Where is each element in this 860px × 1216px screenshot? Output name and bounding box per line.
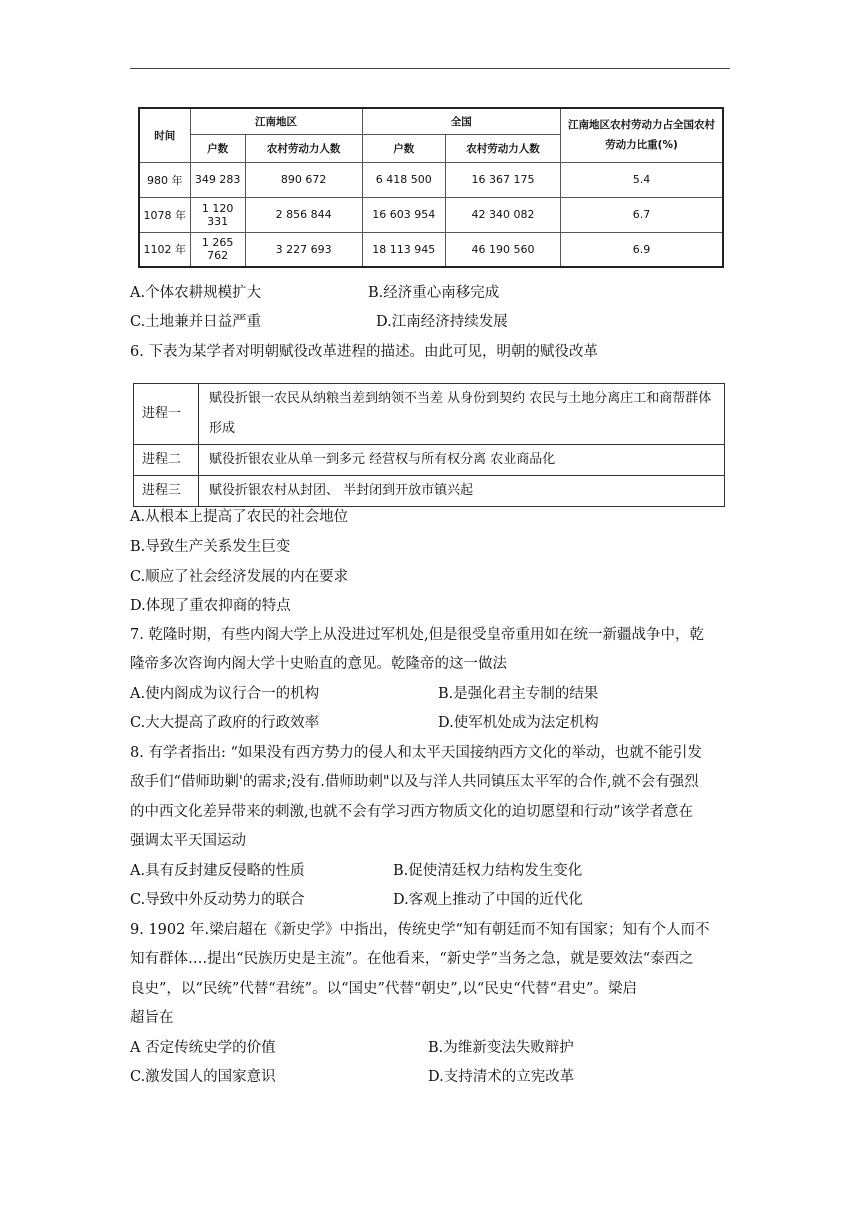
cell-jn-labor: 3 227 693 <box>245 232 362 267</box>
q5-option-d[interactable]: D.江南经济持续发展 <box>376 314 508 330</box>
col-jn-labor: 农村劳动力人数 <box>245 134 362 162</box>
table-row <box>139 162 723 197</box>
q9-option-b[interactable]: B.为维新变法失败辩护 <box>428 1040 574 1056</box>
q9-stem-line1: 9. 1902 年.梁启超在《新史学》中指出，传统史学“知有朝廷而不知有国家；知有个人而不 <box>130 922 710 938</box>
q9-option-d[interactable]: D.支持清术的立宪改革 <box>428 1069 575 1085</box>
cell-jn-households: 1 265 762 <box>190 232 245 267</box>
stage-label: 进程一 <box>134 384 199 445</box>
q7-stem-line2: 隆帝多次咨询内阁大学十史贻直的意见。乾隆帝的这一做法 <box>130 656 507 672</box>
cell-ratio: 6.9 <box>560 232 723 267</box>
col-nat-households: 户数 <box>362 134 446 162</box>
q7-option-d[interactable]: D.使军机处成为法定机构 <box>438 715 599 731</box>
q5-option-b[interactable]: B.经济重心南移完成 <box>368 285 500 301</box>
q7-stem-line1: 7. 乾隆时期，有些内阁大学上从没进过军机处,但是很受皇帝重用如在统一新疆战争中，乾 <box>130 627 705 643</box>
cell-year: 1078 年 <box>139 197 190 232</box>
cell-jn-households: 349 283 <box>190 162 245 197</box>
q6-option-c[interactable]: C.顺应了社会经济发展的内在要求 <box>130 569 349 585</box>
q7-option-b[interactable]: B.是强化君主专制的结果 <box>438 686 599 702</box>
q9-option-c[interactable]: C.激发国人的国家意识 <box>130 1069 276 1085</box>
q5-option-a[interactable]: A.个体农耕规模扩大 <box>130 285 262 301</box>
table-row <box>134 476 725 507</box>
group-jiangnan: 江南地区 <box>190 108 362 134</box>
cell-nat-labor: 46 190 560 <box>446 232 561 267</box>
stage-desc: 赋役折银一农民从纳粮当差到纳领不当差 从身份到契约 农民与土地分离庄工和商帮群体形成 <box>199 384 725 445</box>
col-time: 时间 <box>139 108 190 162</box>
q7-option-a[interactable]: A.使内阁成为议行合一的机构 <box>130 686 320 702</box>
q8-stem-line4: 强调太平天国运动 <box>130 833 246 849</box>
header-rule <box>130 68 730 69</box>
reform-table <box>133 383 725 507</box>
cell-nat-households: 6 418 500 <box>362 162 446 197</box>
cell-year: 980 年 <box>139 162 190 197</box>
q8-option-a[interactable]: A.具有反封建反侵略的性质 <box>130 863 305 879</box>
q6-option-d[interactable]: D.体现了重农抑商的特点 <box>130 598 291 614</box>
population-table <box>138 107 724 268</box>
q8-option-d[interactable]: D.客观上推动了中国的近代化 <box>393 892 583 908</box>
q9-stem-line2: 知有群体….提出“民族历史是主流”。在他看来，“新史学”当务之急，就是要效法“泰西之 <box>130 951 694 967</box>
q8-option-b[interactable]: B.促使清廷权力结构发生变化 <box>393 863 583 879</box>
stage-label: 进程二 <box>134 445 199 476</box>
q5-option-c[interactable]: C.土地兼并日益严重 <box>130 314 262 330</box>
q9-stem-line4: 超旨在 <box>130 1010 174 1026</box>
col-ratio: 江南地区农村劳动力占全国农村劳动力比重(%) <box>560 108 723 162</box>
q8-stem-line3: 的中西文化差异带来的刺激,也就不会有学习西方物质文化的迫切愿望和行动”该学者意在 <box>130 804 694 820</box>
cell-nat-households: 18 113 945 <box>362 232 446 267</box>
col-jn-households: 户数 <box>190 134 245 162</box>
stage-desc: 赋役折银农村从封团、 半封闭到开放市镇兴起 <box>199 476 725 507</box>
stage-desc: 赋役折银农业从单一到多元 经营权与所有权分离 农业商品化 <box>199 445 725 476</box>
q8-stem-line1: 8. 有学者指出: “如果没有西方势力的侵人和太平天国接纳西方文化的举动，也就不能引发 <box>130 745 702 761</box>
table-row <box>139 197 723 232</box>
q6-option-a[interactable]: A.从根本上提高了农民的社会地位 <box>130 509 349 525</box>
q8-stem-line2: 敌手们“借师助剿'的需求;没有.借师助刺"以及与洋人共同镇压太平军的合作,就不会有强烈 <box>130 774 699 790</box>
q9-option-a[interactable]: A 否定传统史学的价值 <box>130 1040 276 1056</box>
q8-option-c[interactable]: C.导致中外反动势力的联合 <box>130 892 305 908</box>
q6-option-b[interactable]: B.导致生产关系发生巨变 <box>130 539 291 555</box>
cell-year: 1102 年 <box>139 232 190 267</box>
q6-stem: 6. 下表为某学者对明朝赋役改革进程的描述。由此可见，明朝的赋役改革 <box>130 344 598 360</box>
q9-stem-line3: 良史”，以“民统”代替“君统”。以“国史”代替“朝史”,以“民史“代替“君史”。梁启 <box>130 981 637 997</box>
cell-nat-households: 16 603 954 <box>362 197 446 232</box>
col-nat-labor: 农村劳动力人数 <box>446 134 561 162</box>
cell-ratio: 5.4 <box>560 162 723 197</box>
cell-jn-labor: 890 672 <box>245 162 362 197</box>
cell-jn-households: 1 120 331 <box>190 197 245 232</box>
table-row <box>139 232 723 267</box>
table-row <box>134 384 725 445</box>
cell-ratio: 6.7 <box>560 197 723 232</box>
cell-nat-labor: 42 340 082 <box>446 197 561 232</box>
cell-jn-labor: 2 856 844 <box>245 197 362 232</box>
table-row <box>134 445 725 476</box>
q7-option-c[interactable]: C.大大提高了政府的行政效率 <box>130 715 320 731</box>
stage-label: 进程三 <box>134 476 199 507</box>
group-national: 全国 <box>362 108 560 134</box>
cell-nat-labor: 16 367 175 <box>446 162 561 197</box>
